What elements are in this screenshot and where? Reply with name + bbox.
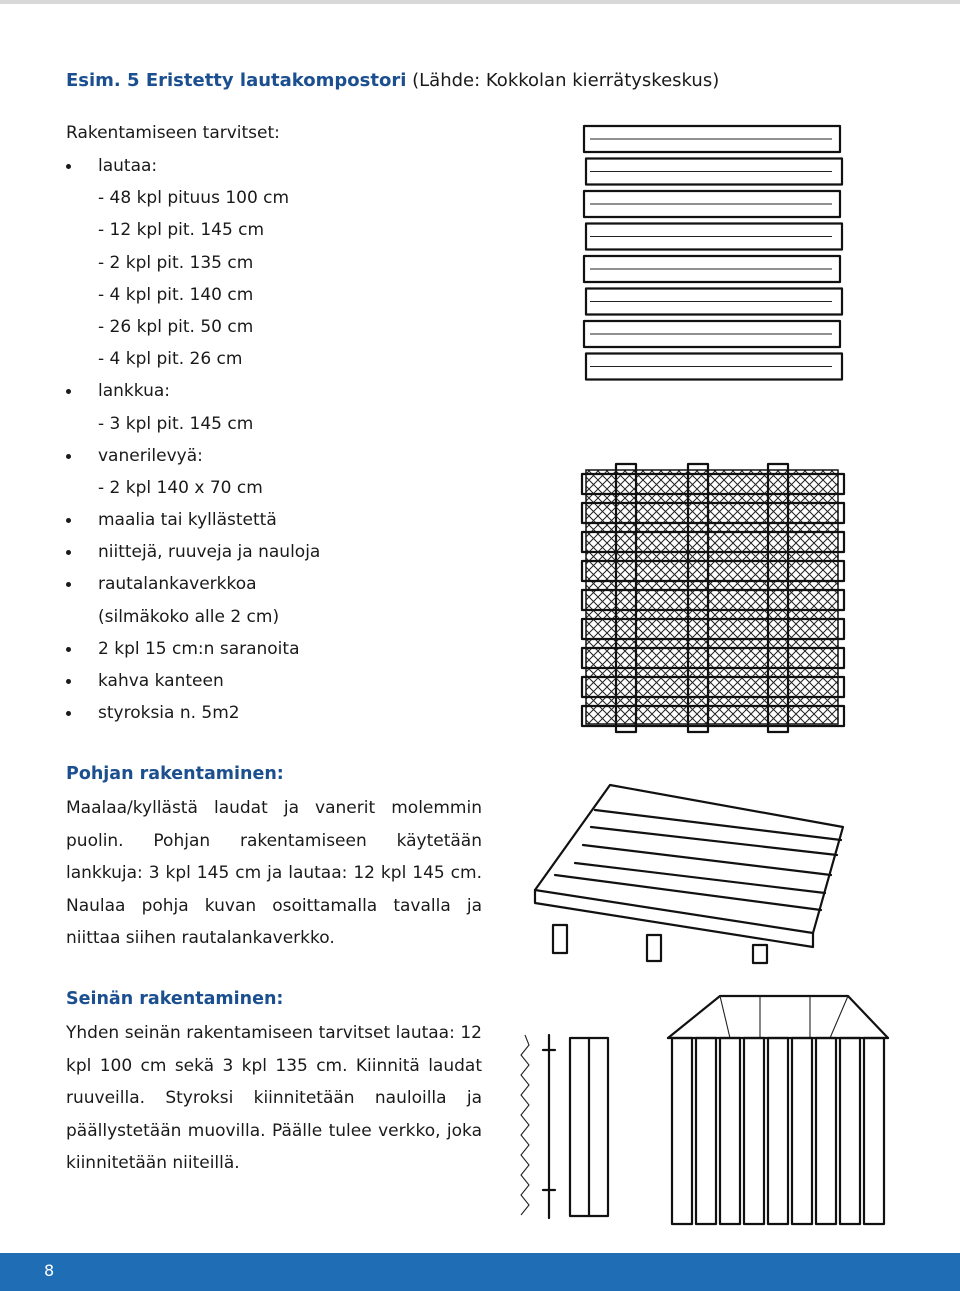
assembled-bin-illustration (660, 990, 895, 1230)
base-paragraph: Maalaa/kyllästä laudat ja vanerit molemmin puolin. Pohjan rakentamiseen käytetään lankkuja: 3 kpl 145 cm ja lautaa: 12 kpl 145 cm. Naulaa pohja kuvan osoittamalla tavalla ja niittaa siihen rautalankaverkko. (66, 798, 482, 948)
title-bold: Esim. 5 Eristetty lautakompostori (66, 70, 407, 91)
board-panel-illustration (580, 120, 850, 390)
wall-paragraph: Yhden seinän rakentamiseen tarvitset lautaa: 12 kpl 100 cm sekä 3 kpl 135 cm. Kiinnitä laudat ruuveilla. Styroksi kiinnitetään nauloilla ja päällystetään muovilla. Päälle tulee verkko, joka kiinnitetään niiteillä. (66, 1023, 482, 1173)
page-number: 8 (44, 1261, 55, 1280)
materials-item: kahva kanteen (66, 665, 320, 697)
base-pallet-illustration (525, 775, 865, 965)
materials-item: - 4 kpl pit. 26 cm (98, 349, 243, 370)
materials-item: rautalankaverkkoa (66, 568, 320, 600)
materials-item: niittejä, ruuveja ja nauloja (66, 536, 320, 568)
bin-slat (720, 1038, 740, 1224)
mesh-panel-illustration (580, 462, 850, 734)
bin-slat (696, 1038, 716, 1224)
wall-side-illustration (515, 1030, 625, 1225)
materials-item: - 12 kpl pit. 145 cm (98, 220, 265, 241)
page-title (66, 70, 719, 91)
bin-slat (672, 1038, 692, 1224)
materials-item: - 48 kpl pituus 100 cm (98, 188, 290, 209)
top-rule (0, 0, 960, 4)
materials-item: lankkua: (66, 375, 320, 407)
title-source: (Lähde: Kokkolan kierrätyskeskus) (412, 70, 720, 91)
materials-item: - 26 kpl pit. 50 cm (98, 316, 254, 337)
bin-slat (744, 1038, 764, 1224)
materials-item: - 3 kpl pit. 145 cm (98, 413, 254, 434)
materials-item: maalia tai kyllästettä (66, 504, 320, 536)
materials-item: - 2 kpl pit. 135 cm (98, 252, 254, 273)
page-footer (0, 1253, 960, 1291)
materials-list (66, 150, 320, 729)
bin-slat (816, 1038, 836, 1224)
wall-heading: Seinän rakentaminen: (66, 989, 284, 1009)
bin-slat (792, 1038, 812, 1224)
materials-item: 2 kpl 15 cm:n saranoita (66, 633, 320, 665)
materials-heading: Rakentamiseen tarvitset: (66, 123, 280, 143)
bin-slat (840, 1038, 860, 1224)
materials-item: - 2 kpl 140 x 70 cm (98, 477, 263, 498)
materials-item: - 4 kpl pit. 140 cm (98, 284, 254, 305)
materials-item: lautaa: (66, 150, 320, 182)
base-heading: Pohjan rakentaminen: (66, 764, 284, 784)
materials-item: styroksia n. 5m2 (66, 697, 320, 729)
bin-slat (864, 1038, 884, 1224)
materials-item: vanerilevyä: (66, 440, 320, 472)
materials-item: (silmäkoko alle 2 cm) (98, 606, 280, 627)
bin-slat (768, 1038, 788, 1224)
